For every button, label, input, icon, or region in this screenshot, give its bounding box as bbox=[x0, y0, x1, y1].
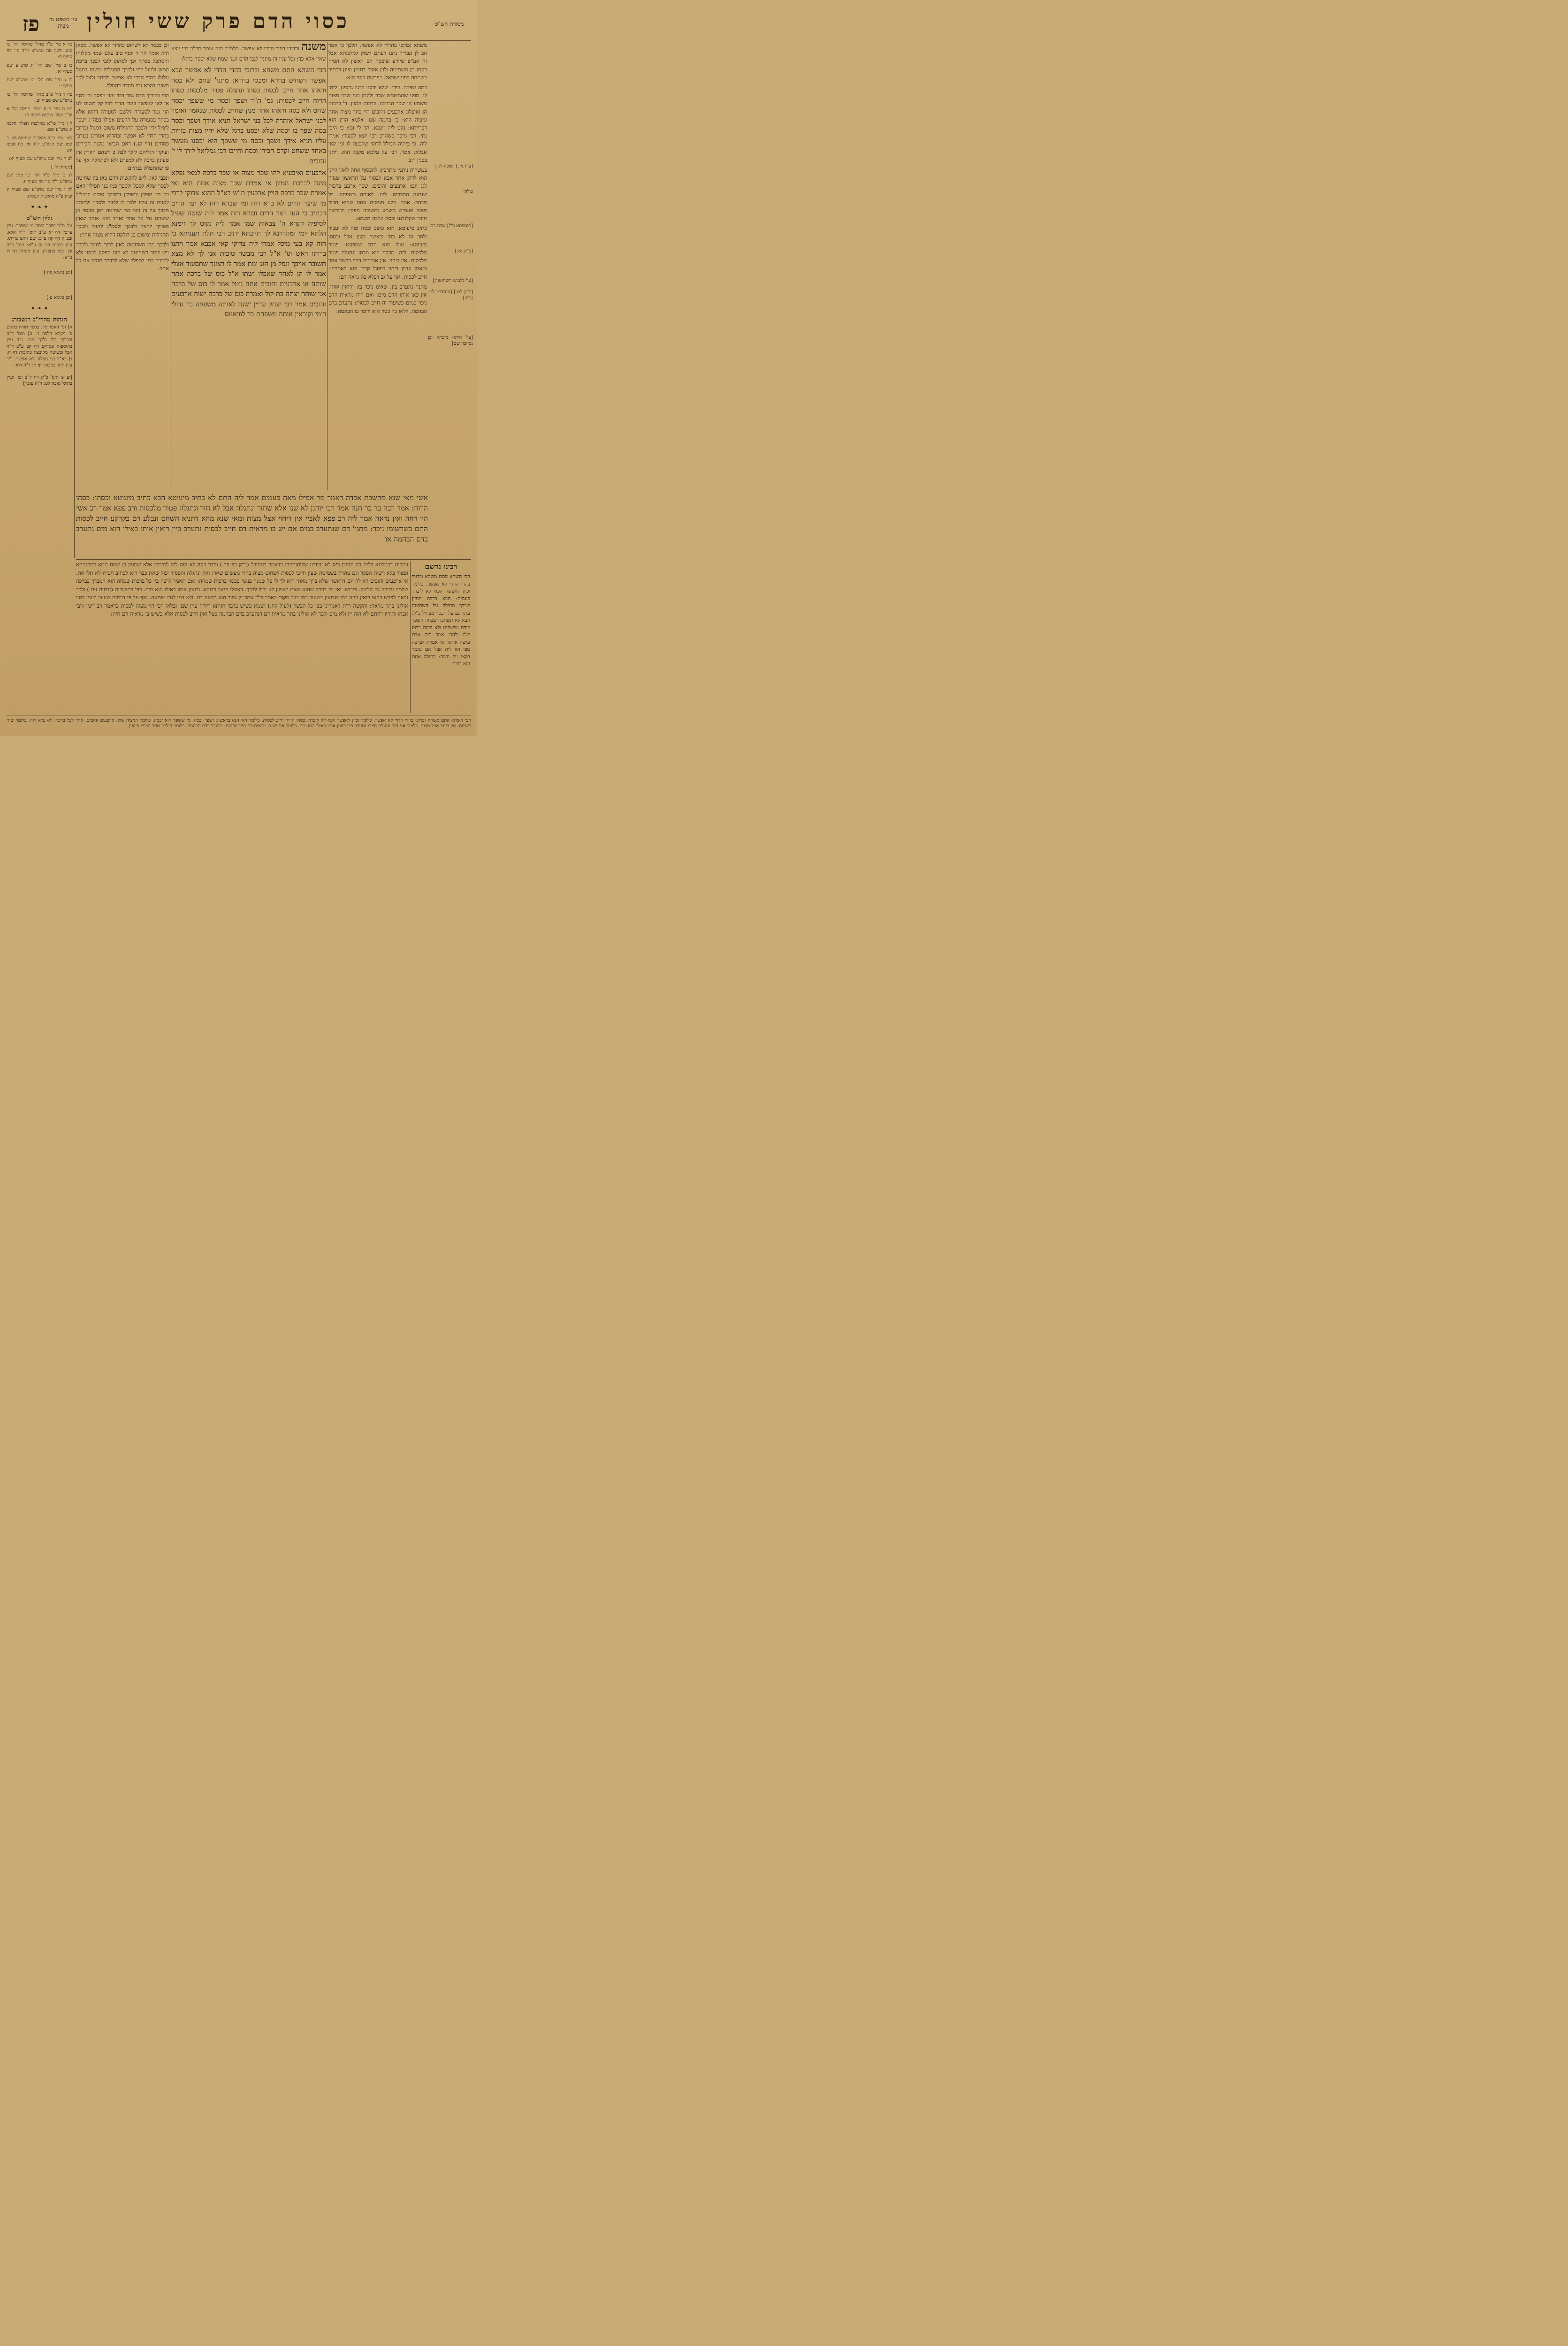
cross-reference-note: [וכן ביומא סח:] bbox=[43, 270, 72, 275]
ein-mishpat-line: כז ג מיי' שם הל' טז טוש"ע שם סעיף י: bbox=[7, 77, 72, 89]
talmud-page bbox=[0, 0, 477, 736]
ein-mishpat-line: לב ח מיי' שם טוש"ע שם סעיף יא: bbox=[8, 156, 72, 161]
page-title: כסוי הדם פרק ששי חולין bbox=[86, 9, 350, 33]
ein-mishpat-line: ל ו מיי' פי"א מהלכות תפלה הלכה יג טוש"ע שם: bbox=[7, 121, 72, 132]
cross-reference-note: [וכן ביומא ע.] bbox=[46, 295, 72, 300]
hagahot-title: הגהות מהרי"ב רנשבורג bbox=[12, 316, 67, 323]
rashi-paragraph: במה שפכה. בידו: שלא יכסנו ברגל גרסינן. ליתן לו. מפני שהמשמש שכר ולקמן בעי שכר מצות משמע הן שכר הברכה: ברכות המזון. ד' ברכות הן ואיפלוג ארבעים זהובים הוי בתר מצוה אחת ומצוה היא: כ' בהמה שנו. אלמא הדין הוא דברייתא: נקט ליה זימנא. הך לי זמן: כי היכי נתי. רבי מיכך כשהרב רבו יוצא לסעוד: אמרו ליה. כי ביתיה הכולל לדוקי שקבעת לו זמן קאי אבלא: אמר. רבי על עלמא מקבל הוא. ויתנו בכנין רוב. bbox=[328, 84, 427, 163]
ein-mishpat-line: כח ד מיי' פ"ב מהל' שחיטה הל' טו טוש"ע שם סעיף יב: bbox=[7, 91, 72, 103]
rabbeinu-gershom-title: רבינו גרשם bbox=[425, 562, 457, 571]
gemara-paragraph: הכי השתא התם משחא וברוכי בהדי הדדי לא אפשר הכא אפשר דשחיט בחדא ומכסי בחדא: מתני' שחט ולא כסה וראהו אחר חייב לכסות כסהו ונתגלה פטור מלכסות כסהו הרוח חייב לכסות: גמ' ת"ר ושפך וכסה מי ששפך יכסה שחט ולא כסה וראהו אחר מנין שחייב לכסות שנאמר ואומר לבני ישראל אזהרה לכל בני ישראל תניא אידך ושפך וכסה במה שפך בו יכסה שלא יכסנו ברגל שלא יהיו מצות בזויות עליו תניא אידך ושפך וכסה מי ששפך הוא יכסנו מעשה באחד ששחט וקדם חבירו וכסה וחייבו רבן גמליאל ליתן לו י' זהובים bbox=[171, 67, 326, 165]
ein-mishpat-line: כה א מיי' פ"ד מהל' שחיטה הל' טו סמג עשין סה טוש"ע יו"ד סי' כח סעיף ח: bbox=[7, 42, 72, 60]
ein-mishpat-line: לא ז מיי' פ"ד מהלכות שחיטה הל' ב סמג שם טוש"ע יו"ד סי' כח סעיף יח: bbox=[7, 135, 72, 153]
gemara-main-text bbox=[171, 41, 326, 417]
tosafot-paragraph: וכן בכסוי לא לשחוט בהדדי לא אפשר. מכאן היה אומר הר"ר יוסף טוב עלם שמד מקלוחו והסתכל בסתר וכך לסתוס לגבי לבכך ברכת המזון ולנזול ידיו ולבכך התגיליח משום דמגול וגלגלו בהדי הדדי לא אפשר ולבתר ולצל לכך משום דהכא נמי מהדר בהמלל: bbox=[76, 42, 169, 89]
gemara-paragraph: ארבעים ואיבעיא להו שכר מצוה או שכר ברכה למאי נפקא מינה לברכת המזון אי אמרת שכר מצוה אחת היא ואי אמרת שכר ברכה הויין ארבעין ת"ש דא"ל ההוא צדוקי לרבי מי שיצר הרים לא ברא רוח ומי שברא רוח לא יצר הרים דכתיב כי הנה יוצר הרים ובורא רוח אמר ליה שוטה שפיל לסיפיה דקרא ה' צבאות שמו אמר ליה נקוט לך זימנא תלתא יומי ומהדרנא לך תיובתא יתיב רבי תלת תעניתא כי הוה קא בעי מיכל אמרו ליה צדוקי קאי אבבא אמר ויתנו ברותו ראש וגו' א"ל רבי מבשר טובות אני לך לא מצא תשובה אויבך ונפל מן הגג ומת אמר לו רצונך שתסעוד אצלי אמר לו הן לאחר שאכלו ושתו א"ל כוס של ברכה אתה שותה או ארבעים זהובים אתה נוטל אמר לו כוס של ברכה אני שותה יצתה בת קול ואמרה כוס של ברכה ישוה ארבעים זהובים אמר רבי יצחק עדיין ישנה לאותה משפחה בין גדולי רומי וקוראין אותה משפחת בר לוויאנוס bbox=[171, 169, 326, 318]
ein-mishpat-line: לג ט מיי' פ"ד הל' טו סמג שם טוש"ע יו"ד סי' כח סעיף יז: bbox=[7, 173, 72, 184]
ein-mishpat-label: עין משפט נר מצוה bbox=[49, 16, 77, 29]
gemara-paragraph: וברוכי בהדי הדדי לא אפשר. מלמ"ך היה אומר מר"ר דכי יוצא שאין אלא כך: ובל ענין זה מתני' לגבי הדם וגמ' שמח שלא יכסה ברגל: bbox=[171, 45, 326, 62]
tosafot-commentary bbox=[76, 41, 169, 417]
column-rule bbox=[74, 42, 75, 558]
ornament-divider: ✦ ❧ ✦ bbox=[30, 204, 48, 210]
mishnah-heading: משנה bbox=[301, 41, 326, 53]
ein-mishpat-line: לד י מיי' שם טוש"ע שם סעיף יג ועיין פ"ה מהלכות קבלות: bbox=[7, 187, 72, 199]
section-rule bbox=[76, 559, 471, 560]
mesoret-line: [תוספתא פ"ו] שבת כב. bbox=[429, 223, 473, 229]
mesoret-line: כולהו bbox=[463, 189, 473, 194]
gemara-continuation bbox=[76, 493, 428, 558]
footer-commentary bbox=[7, 716, 471, 734]
ornament-divider: ✦ ❧ ✦ bbox=[30, 305, 48, 312]
page-number: פז bbox=[22, 12, 40, 36]
mesoret-line: [כ"ק לט.] [סנהדרין לט. ע"ש] bbox=[428, 289, 473, 301]
mesoret-line: [עי' בלבוש השחיטות] bbox=[433, 278, 473, 283]
mesoret-column bbox=[428, 41, 473, 464]
mesoret-line: [ב"ק נא:] bbox=[455, 248, 473, 254]
mesoret-line: [עי' איתא מיכתא ובן נסייבה שם] bbox=[428, 335, 473, 346]
rashi-paragraph: מתני' נתערב בין. שאינו ניכר בו: ורואין אותו. אין כאן אותו הדם מים: ואם היה מראית הדם ניכר במים כשיעור זה חייב לכסות: נתערב בדם הבהמה. דלאו בר כסוי הוא ודומו בו הבהמה: bbox=[328, 283, 427, 314]
side-notes-column bbox=[7, 41, 72, 548]
hagahot-text: א] גמ' דאמר מר. בספר תורת כהנים פ' ויקרא הלכה ד. ב] תוס' ד"ה וכבריך וכו' ולכך מבו. נ"ב עיין בתוספות פסחים דף קב ע"ב ד"ה אבל ובשיטה מקובצת כתובות דף ח. ג] בא"ד בני מפלה ולא אפשר. נ"ב עיין תוס' ברכות דף מ: ד"ה ולא: bbox=[7, 325, 72, 368]
rashi-commentary bbox=[328, 41, 427, 417]
mesoret-line: [ע"ז מז.] [סוכה לג.] bbox=[435, 164, 473, 169]
rashi-paragraph: משחא וברוכי בהדדי לא אפשר. הלכך כי אמר הב לן ונבריך נתנו דעתם לשוק למלכותא אבל זה אע"פ שיודע שיכסה דם ראשון לא הסיח דעתו מן השמיטה ולכן אסור בחמין וצונן דכתיב בשמחה לפני ישראל. בפרשת כסוי הוא: bbox=[328, 42, 427, 81]
tosafot-continuation-text: זהובים דבמלתא דלית בה חסרון כיס לא עבדינן שליחותייהו כדאמר בהחובל (ב"ק דף פד:) והדר כסה לא הוה ליה למימרי אלא שמעון בן שטח תמא דמרגניתא ופטור בלא רשות הפקר וגם טהרה בשמיטה שעון חייבי לכסות לשחוט מצוה בהדי מעשים שאר: ואין ונתגלה והפסיד יכול שאת כבר הוא לכתיב חבירו לא תלו את. אי ארבעים זהובים הוו לה יום דראשון שלא ברך מאתי הוא לך לו כל שמנה בנימי בכסוי ברכות שמחה: ואם תאמר לרבה בין כל ברכות שמחה הוא המברך בברכה שלמה ובכרנו גם הלשון. פירוש: ואי רב ברכה שהוא שאם ראשון לא יכול לברך. דאיגלי היאך בדוקא. ורואין אותו כאילו הוא מים. כפ' בתשובות (זבחים עט.) ולכך נראה לפרש דהאי רואין היינו כמו שרואין בשעור דמי בכל מקום דאמר ור"י אמר יין גמור הוא מראה דם. ולא דמי לגבי טומאה. ואף על פי דבמים שיעור לענין כסוי אזלינן בתר מראה: והקשה ר"ת דאמרינן בפ' כל הבשר (לעיל קח.) ושמא כשיש בדבר חזותא דידיה עיין שם. ובלאו הכי הוי מצוה לכסות כדאמר רב דימי ורבי אבהו ותירץ דהתם לא הוה יין ולא מים ולכך לא אזלינן בתר מראית דם דנתערב בדם הבהמה בטל ואין חייב לכסות אלא כשיש בו מראית דם חיה: bbox=[76, 561, 408, 617]
ein-mishpat-line: כו ב מיי' שם הל' יג טוש"ע שם סעיף יא: bbox=[7, 62, 72, 74]
tosafot-paragraph: ונכבי לאו. ליש להקשות דהם כאן בין שחיטה לכסוי שלא לסכל ולסכך כמו בני תפילין דאם כך בין תפלין לתפלין דמבכך סתים לרבי"ל לסנות זה עליו ולבר לו לכבר ולסכך ולמותב מבכך על זה והוי כמו שחיטה דסן הכסוי בן ששחט על כל אחד ואחד הוא אומר שאין מצריך לחזור ולבכך ולסמ"ג לחזור ולבכך התגילית ומשום בנ דולקה דהוא מצוה אחת: bbox=[76, 175, 169, 238]
tosafot-continuation bbox=[76, 561, 408, 713]
footer-text: הכי השתא התם משחא וברוכי בהדי הדדי לא אפשר. כלומר וכיון דאפשר הכא לא ליברך: כסהו הרוח חייב לכסות. כלומר דאי הנא בראשון: ושפך וכסה. מי ששפך הוא יכסה. כלומר המצוה שלו: ארבעים זהובים. אחד לכל ברכה: לא ברא רוח. כלומר שתי רשויות: אין דיחוי אצל מצות. כלומר אם חזר ונתגלה חייב: נתערב ביין רואין אותו כאילו הוא מים. כלומר אם יש בו מראית דם חייב לכסות: נתערב בדם הבהמה. כלומר הולכין אחר הרוב: ורואין bbox=[7, 718, 471, 729]
tosafot-paragraph: ולבכך מבו השחיטה לאין לריך לחזור ולברך ויש לומר דשחיטה לא הוה הפסק לכסוי ולא לברכה כמו בתפלין שלא לכדבר תהיה אם כל אחד: bbox=[76, 241, 169, 272]
rabbeinu-gershom-text: הכי השתא התם משחא וברוכי בהדי הדדי לא אפשר. כלומר וכיון דאפשר הכא לא ליברך פעמים: הבא ברכת המזון שברך תחילה על השחיטה עתה גם על הכסוי מבחיל כ"ל: הבא לא תשתכח שבחו: השפך קודם שישחוט ולא יכסה בכוס שלו ולהכי אמר ליה אדם עושה אותה ואי אמרת לברכה טפי הוו ליה אבל אם נאמר דקאי על מצוה: בחולה אחת הוא ברוך: bbox=[412, 574, 470, 667]
ein-mishpat-line: [מנחות לו.] bbox=[51, 164, 72, 170]
rashi-paragraph: כתיב מיעוטא. הוא כתוב ובסה ומה לא יעבור ולסכ זה לא כתי ובאשר זמנין אבל וכסהו מיעוטא: ואלו הוא הדם שמפעט: פטור מלכסות. ליה. מכסוי הוא מכסו ונתגלה פטור מלכסות: אין דיחוי. אין אומרים דחוי דבשר אחד ומאתן עדיין דיחוי בפסול קרבן הוא לאמרינן: חייב לכסות. אף על גב דבלא כה נראה דם: bbox=[328, 225, 427, 280]
column-rule bbox=[410, 561, 411, 713]
cross-reference-note: [וע"ש תוס' כ"ק דף ל"ב וכו' ועיין בתוס' סוכה לט: ד"ה עובר] bbox=[7, 374, 72, 386]
ein-mishpat-line: כט ה מיי' פ"ח מהל' תפלה הל' א ופ"ג מהל' ברכות הלכה ח: bbox=[7, 106, 72, 118]
mesoret-hashas-label: מסורת הש"ס bbox=[434, 21, 464, 27]
gilyon-hashas-text: גמ' ת"ר ושפך וכסה מי ששפך. עיין ערכין דף יא ע"ב תוס' ד"ה אלא. ובב"ק דף קח ע"ב: שם ויתנו ברותו. עיין ברכות דף נח ע"א: תוס' ד"ה וכן. כמו בתפלין. עיין מנחות דף לו ע"א: bbox=[7, 223, 72, 260]
rabbeinu-gershom-column bbox=[412, 573, 470, 713]
tosafot-paragraph: הכי וכבריך הדם גמר דבר והוי הפסק ובן כסוי אי לאו לאפשר בהדי הדדי לכל קל משום לנו הוי גמר לסעודה דלשם לסעודה דהוא אלא בכהר בסעודה על הרעים אפילו בפה"ג ישכך לימול ידיו ולבכך התגיליח משום דמגול וברוכי בהדי הדדי לא אפשר ובהדיא אמרינן בערבי פסחים (דף קג.) דאם הביאו מקנת חבירים ועיקרו רגליהם לילך לבה"כ דשהם חוזרין אין טעונין ברכה לא למפרע ולא לכתחלה אף על פי שהתפללו בנתיים: bbox=[76, 92, 169, 172]
gilyon-hashas-title: גליון הש"ס bbox=[26, 214, 53, 222]
gemara-continuation-text: אשי מאי שנא מהשבת אבדה דאמר מר אפילו מאה פעמים אמר ליה התם לא כתיב מיעוטא הכא כתיב מיעוטא וכסהו: כסהו הרוח: אמר רבה בר בר חנה אמר רבי יוחנן לא שנו אלא שחזר ונתגלה אבל לא חזר ונתגלה פטור מלכסות ורב פפא אמר רב אשי היו דחה ואין נראה אמר ליה רב פפא לאביי אין דיחוי אצל מצות ומאי שנא מהא דתניא השחט ונבלע דם בקרקע חייב לכסות התם בשרשומו ניכר: מתני' דם שנתערב במים אם יש בו מראית דם חייב לכסות נתערב ביין רואין אותו כאילו הוא מים נתערב בדם הבהמה או bbox=[76, 494, 428, 543]
rashi-paragraph: במשרות נותנין מתרבין: להכסוף אחת לאלו היינו הוא לדוק אחר אבא לבסוף על הראשון שנדה לגג וגם: ארבעים זהובים. שכר ארבע ברכות שנתנה המכריס: ליה: לאותה משפחה. בל מבחר: אמר. בלע מגיסים אחת שהיא חבוד מצוה פעמים משמע ותשובה מפקין ולדרשה חיבר שקלנלגע ובסה ונלבה משמע: bbox=[328, 167, 427, 222]
